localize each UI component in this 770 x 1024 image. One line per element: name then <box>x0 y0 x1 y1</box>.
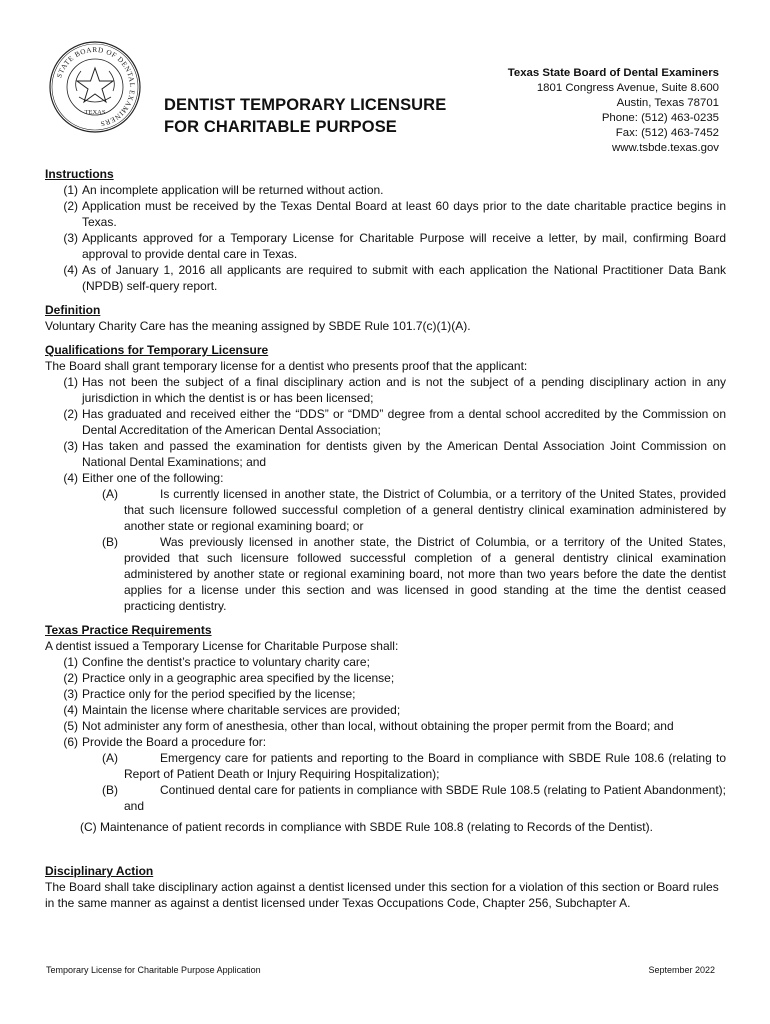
sub-item-label: (B) <box>102 535 118 549</box>
sub-item <box>102 534 726 614</box>
contact-fax: Fax: (512) 463-7452 <box>615 127 719 139</box>
footer-left: Temporary License for Charitable Purpose Application <box>46 965 261 975</box>
item-number: (4) <box>63 471 78 485</box>
item-number: (4) <box>63 703 78 717</box>
title-line-1: DENTIST TEMPORARY LICENSURE <box>164 96 447 114</box>
item-number: (2) <box>63 407 78 421</box>
definition-section <box>45 302 726 334</box>
instructions-section <box>45 166 726 294</box>
item-text: Either one of the following: <box>82 471 224 485</box>
item-number: (1) <box>63 183 78 197</box>
item-text: Applicants approved for a Temporary License for Charitable Purpose will receive a letter, by mail, confirming Board approval to provide dental care in Texas. <box>82 231 726 261</box>
seal-bottom-text: TEXAS <box>84 109 106 116</box>
qualifications-section <box>45 342 726 614</box>
sub-item-label: (C) <box>80 820 97 834</box>
sub-item <box>102 782 726 814</box>
item-text: Not administer any form of anesthesia, other than local, without obtaining the proper permit from the Board; and <box>82 719 674 733</box>
list-item <box>45 654 726 670</box>
item-text: Maintain the license where charitable services are provided; <box>82 703 401 717</box>
disciplinary-text: The Board shall take disciplinary action against a dentist licensed under this section for a violation of this section or Board rules in the same manner as against a dentist licensed under Texas Occupations Code, Chapter 256, Subchapter A. <box>45 880 719 910</box>
instructions-heading: Instructions <box>45 167 114 181</box>
sub-item-text: Continued dental care for patients in compliance with SBDE Rule 108.5 (relating to Patient Abandonment); and <box>124 783 726 813</box>
contact-city: Austin, Texas 78701 <box>616 97 719 109</box>
item-text: Practice only in a geographic area specified by the license; <box>82 671 395 685</box>
star-icon <box>77 68 113 102</box>
item-number: (2) <box>63 671 78 685</box>
item-number: (3) <box>63 231 78 245</box>
list-item <box>45 718 726 734</box>
list-item <box>45 702 726 718</box>
list-item <box>45 438 726 470</box>
disciplinary-section <box>45 863 726 911</box>
title-line-2: FOR CHARITABLE PURPOSE <box>164 118 397 136</box>
list-item <box>45 734 726 750</box>
document-title <box>164 94 446 138</box>
item-number: (6) <box>63 735 78 749</box>
sub-item-label: (A) <box>102 487 118 501</box>
contact-website: www.tsbde.texas.gov <box>612 142 719 154</box>
list-item <box>45 230 726 262</box>
definition-heading: Definition <box>45 303 101 317</box>
page-footer <box>46 965 715 975</box>
contact-phone: Phone: (512) 463-0235 <box>601 112 719 124</box>
list-item <box>45 198 726 230</box>
item-text: Application must be received by the Texas Dental Board at least 60 days prior to the date charitable practice begins in Texas. <box>82 199 726 229</box>
list-item <box>45 182 726 198</box>
practice-section <box>45 622 726 835</box>
seal-ring-text: STATE BOARD OF DENTAL EXAMINERS <box>55 45 137 128</box>
item-number: (4) <box>63 263 78 277</box>
sub-item <box>80 819 726 835</box>
disciplinary-heading: Disciplinary Action <box>45 864 154 878</box>
item-number: (1) <box>63 655 78 669</box>
list-item <box>45 374 726 406</box>
practice-intro: A dentist issued a Temporary License for Charitable Purpose shall: <box>45 639 399 653</box>
item-number: (3) <box>63 687 78 701</box>
item-text: As of January 1, 2016 all applicants are required to submit with each application the National Practitioner Data Bank (NPDB) self-query report. <box>82 263 726 293</box>
sub-item-text: Was previously licensed in another state, the District of Columbia, or a territory of the United States, provided that such licensure followed successful completion of a general dentistry clinical examination administered by another state or regional examining board, not more than two years before the date the dentist applies for a license under this section and was licensed in good standing at the time the dentist ceased practicing dentistry. <box>124 535 726 613</box>
sub-item <box>102 486 726 534</box>
sub-item-text: Emergency care for patients and reporting to the Board in compliance with SBDE Rule 108.6 (relating to Report of Patient Death or Injury Requiring Hospitalization); <box>124 751 726 781</box>
item-text: An incomplete application will be returned without action. <box>82 183 384 197</box>
item-text: Has not been the subject of a final disciplinary action and is not the subject of a pending disciplinary action in any jurisdiction in which the dentist is or has been licensed; <box>82 375 726 405</box>
qualifications-intro: The Board shall grant temporary license for a dentist who presents proof that the applicant: <box>45 359 528 373</box>
item-number: (3) <box>63 439 78 453</box>
sub-item-text: Maintenance of patient records in compliance with SBDE Rule 108.8 (relating to Records of the Dentist). <box>100 820 653 834</box>
item-text: Has graduated and received either the “DDS” or “DMD” degree from a dental school accredited by the Commission on Dental Accreditation of the American Dental Association; <box>82 407 726 437</box>
contact-address: 1801 Congress Avenue, Suite 8.600 <box>536 82 719 94</box>
item-text: Provide the Board a procedure for: <box>82 735 267 749</box>
item-text: Practice only for the period specified by the license; <box>82 687 356 701</box>
document-body <box>45 166 726 911</box>
contact-block <box>508 66 719 156</box>
item-text: Has taken and passed the examination for dentists given by the American Dental Association Joint Commission on National Dental Examinations; and <box>82 439 726 469</box>
definition-text: Voluntary Charity Care has the meaning assigned by SBDE Rule 101.7(c)(1)(A). <box>45 319 471 333</box>
contact-org: Texas State Board of Dental Examiners <box>507 67 719 79</box>
list-item <box>45 470 726 486</box>
item-number: (5) <box>63 719 78 733</box>
list-item <box>45 686 726 702</box>
seal-logo <box>49 41 141 133</box>
sub-item-label: (B) <box>102 783 118 797</box>
qualifications-heading: Qualifications for Temporary Licensure <box>45 343 269 357</box>
list-item <box>45 670 726 686</box>
list-item <box>45 262 726 294</box>
item-number: (1) <box>63 375 78 389</box>
item-number: (2) <box>63 199 78 213</box>
footer-date: September 2022 <box>648 965 715 975</box>
practice-heading: Texas Practice Requirements <box>45 623 212 637</box>
sub-item <box>102 750 726 782</box>
item-text: Confine the dentist’s practice to voluntary charity care; <box>82 655 370 669</box>
list-item <box>45 406 726 438</box>
sub-item-label: (A) <box>102 751 118 765</box>
sub-item-text: Is currently licensed in another state, the District of Columbia, or a territory of the United States, provided that such licensure followed successful completion of a general dentistry clinical examination administered by another state or regional examining board; or <box>124 487 726 533</box>
